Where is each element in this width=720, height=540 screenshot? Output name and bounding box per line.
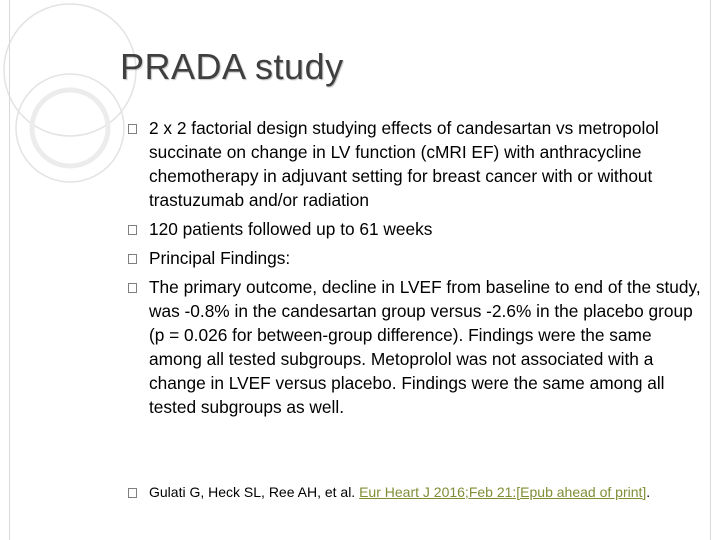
reference-link[interactable]: Eur Heart J 2016;Feb 21:[Epub ahead of print]: [359, 484, 647, 500]
slide-title: PRADA study: [120, 46, 344, 87]
bullet-square-icon: [128, 488, 137, 498]
bullet-item: [128, 116, 708, 212]
bullet-square-icon: [128, 283, 137, 293]
decor-circle-large: [4, 4, 136, 136]
right-decor-line: [710, 0, 711, 540]
bullet-item: [128, 275, 708, 419]
bullet-square-icon: [128, 225, 137, 235]
bullet-text: Principal Findings:: [149, 248, 291, 268]
bullet-text: 120 patients followed up to 61 weeks: [149, 219, 433, 239]
bullet-item: [128, 246, 708, 270]
reference-authors: Gulati G, Heck SL, Ree AH, et al.: [149, 484, 356, 500]
decor-circle-small: [32, 90, 108, 166]
bullet-square-icon: [128, 254, 137, 264]
decorative-circles: [0, 0, 140, 200]
reference-end: .: [646, 484, 651, 500]
bullet-text: The primary outcome, decline in LVEF from baseline to end of the study, was -0.8% in the candesartan group versus -2.6% in the placebo group (p = 0.026 for between-group difference). Findings were the same among all tested subgroups. Metoprolol was not associated with a change in LVEF versus placebo. Findings were the same among all tested subgroups as well.: [149, 277, 701, 417]
bullet-item: [128, 217, 708, 241]
bullet-text: 2 x 2 factorial design studying effects of candesartan vs metropolol succinate on change in LV function (cMRI EF) with anthracycline chemotherapy in adjuvant setting for breast cancer with or without trastuzumab and/or radiation: [149, 118, 659, 210]
reference: [128, 482, 709, 502]
left-decor-line: [9, 0, 10, 540]
bullet-list: [128, 116, 708, 424]
bullet-square-icon: [128, 124, 137, 134]
